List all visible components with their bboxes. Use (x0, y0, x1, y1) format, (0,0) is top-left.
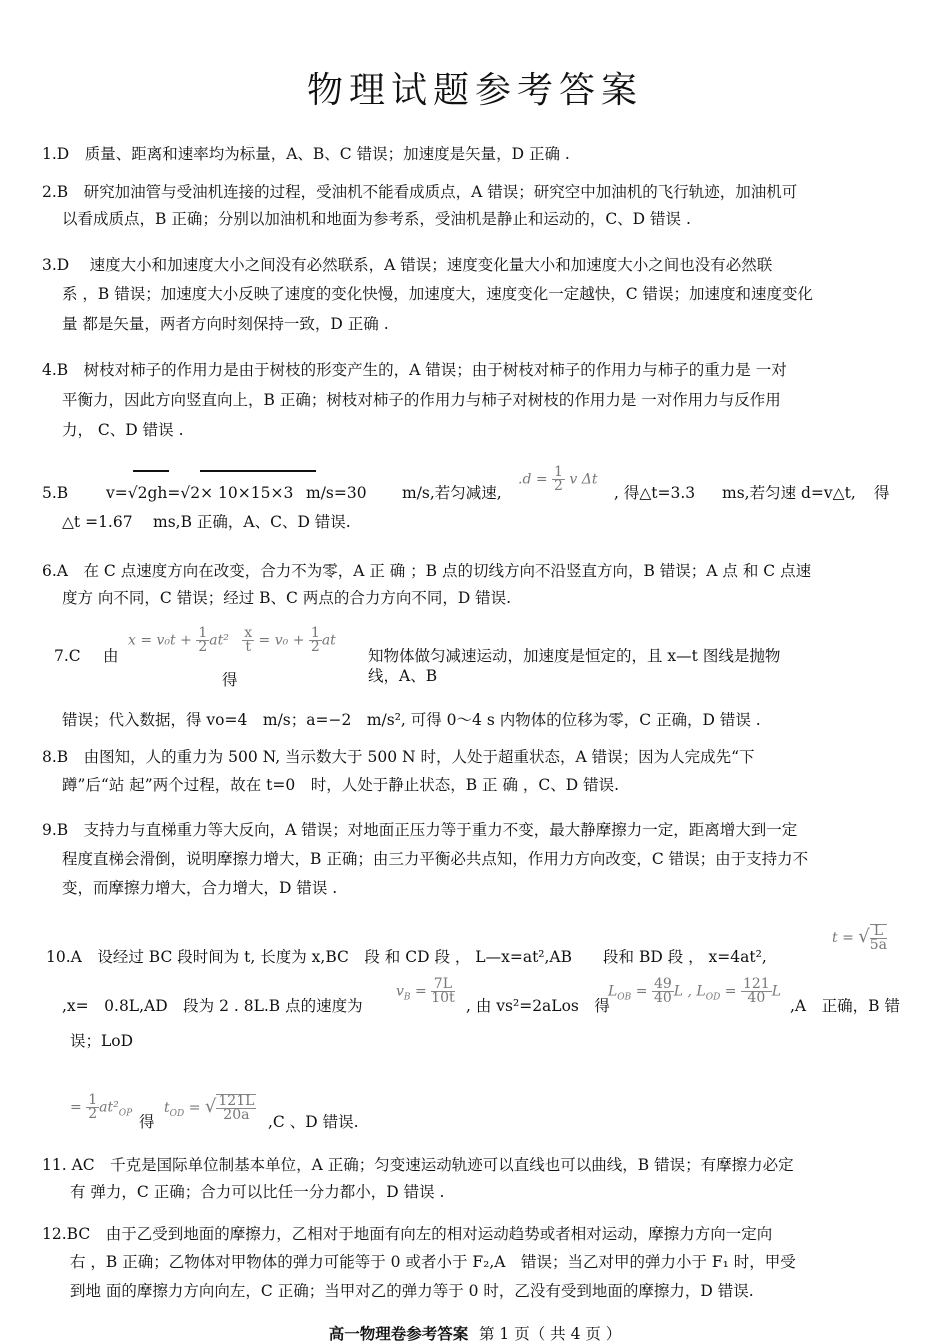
answer-5-text-a: m/s=30 (306, 484, 367, 502)
footer-label: 高一物理卷参考答案 (328, 1324, 469, 1343)
answer-5-text-b: m/s,若匀减速, (402, 484, 502, 502)
answer-7-right-1: 知物体做匀减速运动，加速度是恒定的，且 x—t 图线是抛物 (368, 647, 781, 665)
answer-3-line-1: 3.D 速度大小和加速度大小之间没有必然联系，A 错误；速度变化量大小和加速度大小之间也没有必然联 (42, 256, 773, 274)
answer-8-line-1: 8.B 由图知，人的重力为 500 N, 当示数大于 500 N 时，人处于超重状态，A 错误；因为人完成先“下 (42, 748, 755, 766)
answer-10-de: 得 (139, 1113, 155, 1131)
answer-7-de: 得 (222, 671, 238, 689)
answer-10-line-3: 误；LoD (70, 1032, 134, 1050)
answer-7-number: 7.C (54, 647, 81, 665)
answer-2-line-1: 2.B 研究加油管与受油机连接的过程，受油机不能看成质点，A 错误；研究空中加油机的飞行轨迹，加油机可 (42, 183, 798, 201)
answer-8-line-2: 蹲”后“站 起”两个过程，故在 t=0 时，人处于静止状态，B 正 确 ，C、D 错误. (62, 776, 620, 794)
page-footer (0, 1322, 950, 1344)
answer-5-line-2b: ms,B 正确，A、C、D 错误. (153, 513, 351, 531)
answer-10-tod-formula: $t_{OD}$ = √ $\frac{121L}{20a}$ (164, 1093, 255, 1123)
answer-10-line-2b: , 由 vs²=2aLos 得 (466, 997, 610, 1015)
answer-4-line-1: 4.B 树枝对柿子的作用力是由于树枝的形变产生的，A 错误；由于树枝对柿子的作用力与柿子的重力是 一对 (42, 361, 787, 379)
answer-6-line-1: 6.A 在 C 点速度方向在改变，合力不为零，A 正 确 ；B 点的切线方向不沿竖直方向，B 错误；A 点 和 C 点速 (42, 562, 812, 580)
answer-5-velocity-formula: v=√2gh=√2× 10×15×3 (106, 484, 294, 502)
answer-3-line-3: 量 都是矢量，两者方向时刻保持一致，D 正确 . (62, 315, 389, 333)
answer-10-line-1: 10.A 设经过 BC 段时间为 t, 长度为 x,BC 段 和 CD 段 ， L—x=at²,AB 段和 BD 段 ， x=4at², (46, 948, 767, 966)
page-title: 物理试题参考答案 (306, 70, 643, 111)
answer-10-length-formula: $L_{OB}$ = $\frac{49}{40}$ L , $L_{OD}$ = $\frac{121}{40}$ L (608, 976, 781, 1006)
answer-5-line-2a: △t =1.67 (62, 513, 133, 531)
answer-12-line-1: 12.BC 由于乙受到地面的摩擦力，乙相对于地面有向左的相对运动趋势或者相对运动，摩擦力方向一定向 (42, 1225, 773, 1243)
answer-5-distance-formula: .d = $\frac{1}{2}$ v Δt (518, 464, 598, 494)
answer-4-line-3: 力， C、D 错误 . (62, 421, 184, 439)
answer-5-number: 5.B (42, 484, 69, 502)
answer-7-line-3: 错误；代入数据，得 vo=4 m/s；a=−2 m/s², 可得 0～4 s 内物体的位移为零，C 正确，D 错误 . (62, 711, 761, 729)
answer-5-text-c: , 得△t=3.3 (614, 484, 696, 502)
page-number: 第 1 页（ 共 4 页 ） (479, 1325, 622, 1343)
answer-7-you: 由 (103, 647, 119, 665)
answer-10-vb-formula: $v_B$ = $\frac{7L}{10t}$ (396, 976, 455, 1006)
sqrt-overline-1 (133, 470, 169, 472)
answer-9-line-3: 变，而摩擦力增大，合力增大，D 错误 . (62, 879, 338, 897)
answer-10-line-2c: ,A 正确，B 错 (790, 997, 900, 1015)
answer-3-line-2: 系 ，B 错误；加速度大小反映了速度的变化快慢，加速度大，速度变化一定越快，C 错误；加速度和速度变化 (62, 285, 814, 303)
answer-5-text-e: 得 (874, 484, 890, 502)
answer-6-line-2: 度方 向不同，C 错误；经过 B、C 两点的合力方向不同，D 错误. (62, 589, 512, 607)
answer-5-text-d: ms,若匀速 d=v△t, (722, 484, 856, 502)
answer-9-line-2: 程度直梯会滑倒，说明摩擦力增大，B 正确；由三力平衡必共点知，作用力方向改变，C 错误；由于支持力不 (62, 850, 809, 868)
answer-12-line-2: 右 ，B 正确；乙物体对甲物体的弹力可能等于 0 或者小于 F₂,A 错误；当乙对甲的弹力小于 F₁ 时，甲受 (70, 1253, 796, 1271)
answer-10-line-2a: ,x= 0.8L,AD 段为 2 . 8L.B 点的速度为 (62, 997, 363, 1015)
answer-7-right-2: 线，A、B (368, 667, 438, 685)
answer-4-line-2: 平衡力，因此方向竖直向上，B 正确；树枝对柿子的作用力与柿子对树枝的作用力是 一对作用力与反作用 (62, 391, 781, 409)
answer-7-formula: x = v₀t + $\frac{1}{2}$ at² $\frac{x}{t}$ = v₀ + $\frac{1}{2}$ at (128, 625, 336, 655)
answer-11-line-1: 11. AC 千克是国际单位制基本单位，A 正确；匀变速运动轨迹可以直线也可以曲线，B 错误；有摩擦力必定 (42, 1156, 794, 1174)
answer-1-line-1: 1.D 质量、距离和速率均为标量，A、B、C 错误；加速度是矢量，D 正确 . (42, 145, 570, 163)
answer-9-line-1: 9.B 支持力与直梯重力等大反向，A 错误；对地面正压力等于重力不变，最大静摩擦力一定，距离增大到一定 (42, 821, 798, 839)
answer-10-time-formula: t = √ $\frac{L}{5a}$ (832, 923, 888, 953)
answer-10-line-4-formula: = $\frac{1}{2}$ $at^2_{OP}$ (70, 1092, 133, 1122)
sqrt-overline-2 (200, 470, 316, 472)
answer-10-line-4-end: ,C 、D 错误. (268, 1113, 359, 1131)
answer-11-line-2: 有 弹力，C 正确；合力可以比任一分力都小，D 错误 . (70, 1183, 445, 1201)
answer-2-line-2: 以看成质点，B 正确；分别以加油机和地面为参考系，受油机是静止和运动的，C、D 错误 . (62, 210, 691, 228)
answer-12-line-3: 到地 面的摩擦力方向向左，C 正确；当甲对乙的弹力等于 0 时，乙没有受到地面的摩擦力，D 错误. (70, 1282, 754, 1300)
